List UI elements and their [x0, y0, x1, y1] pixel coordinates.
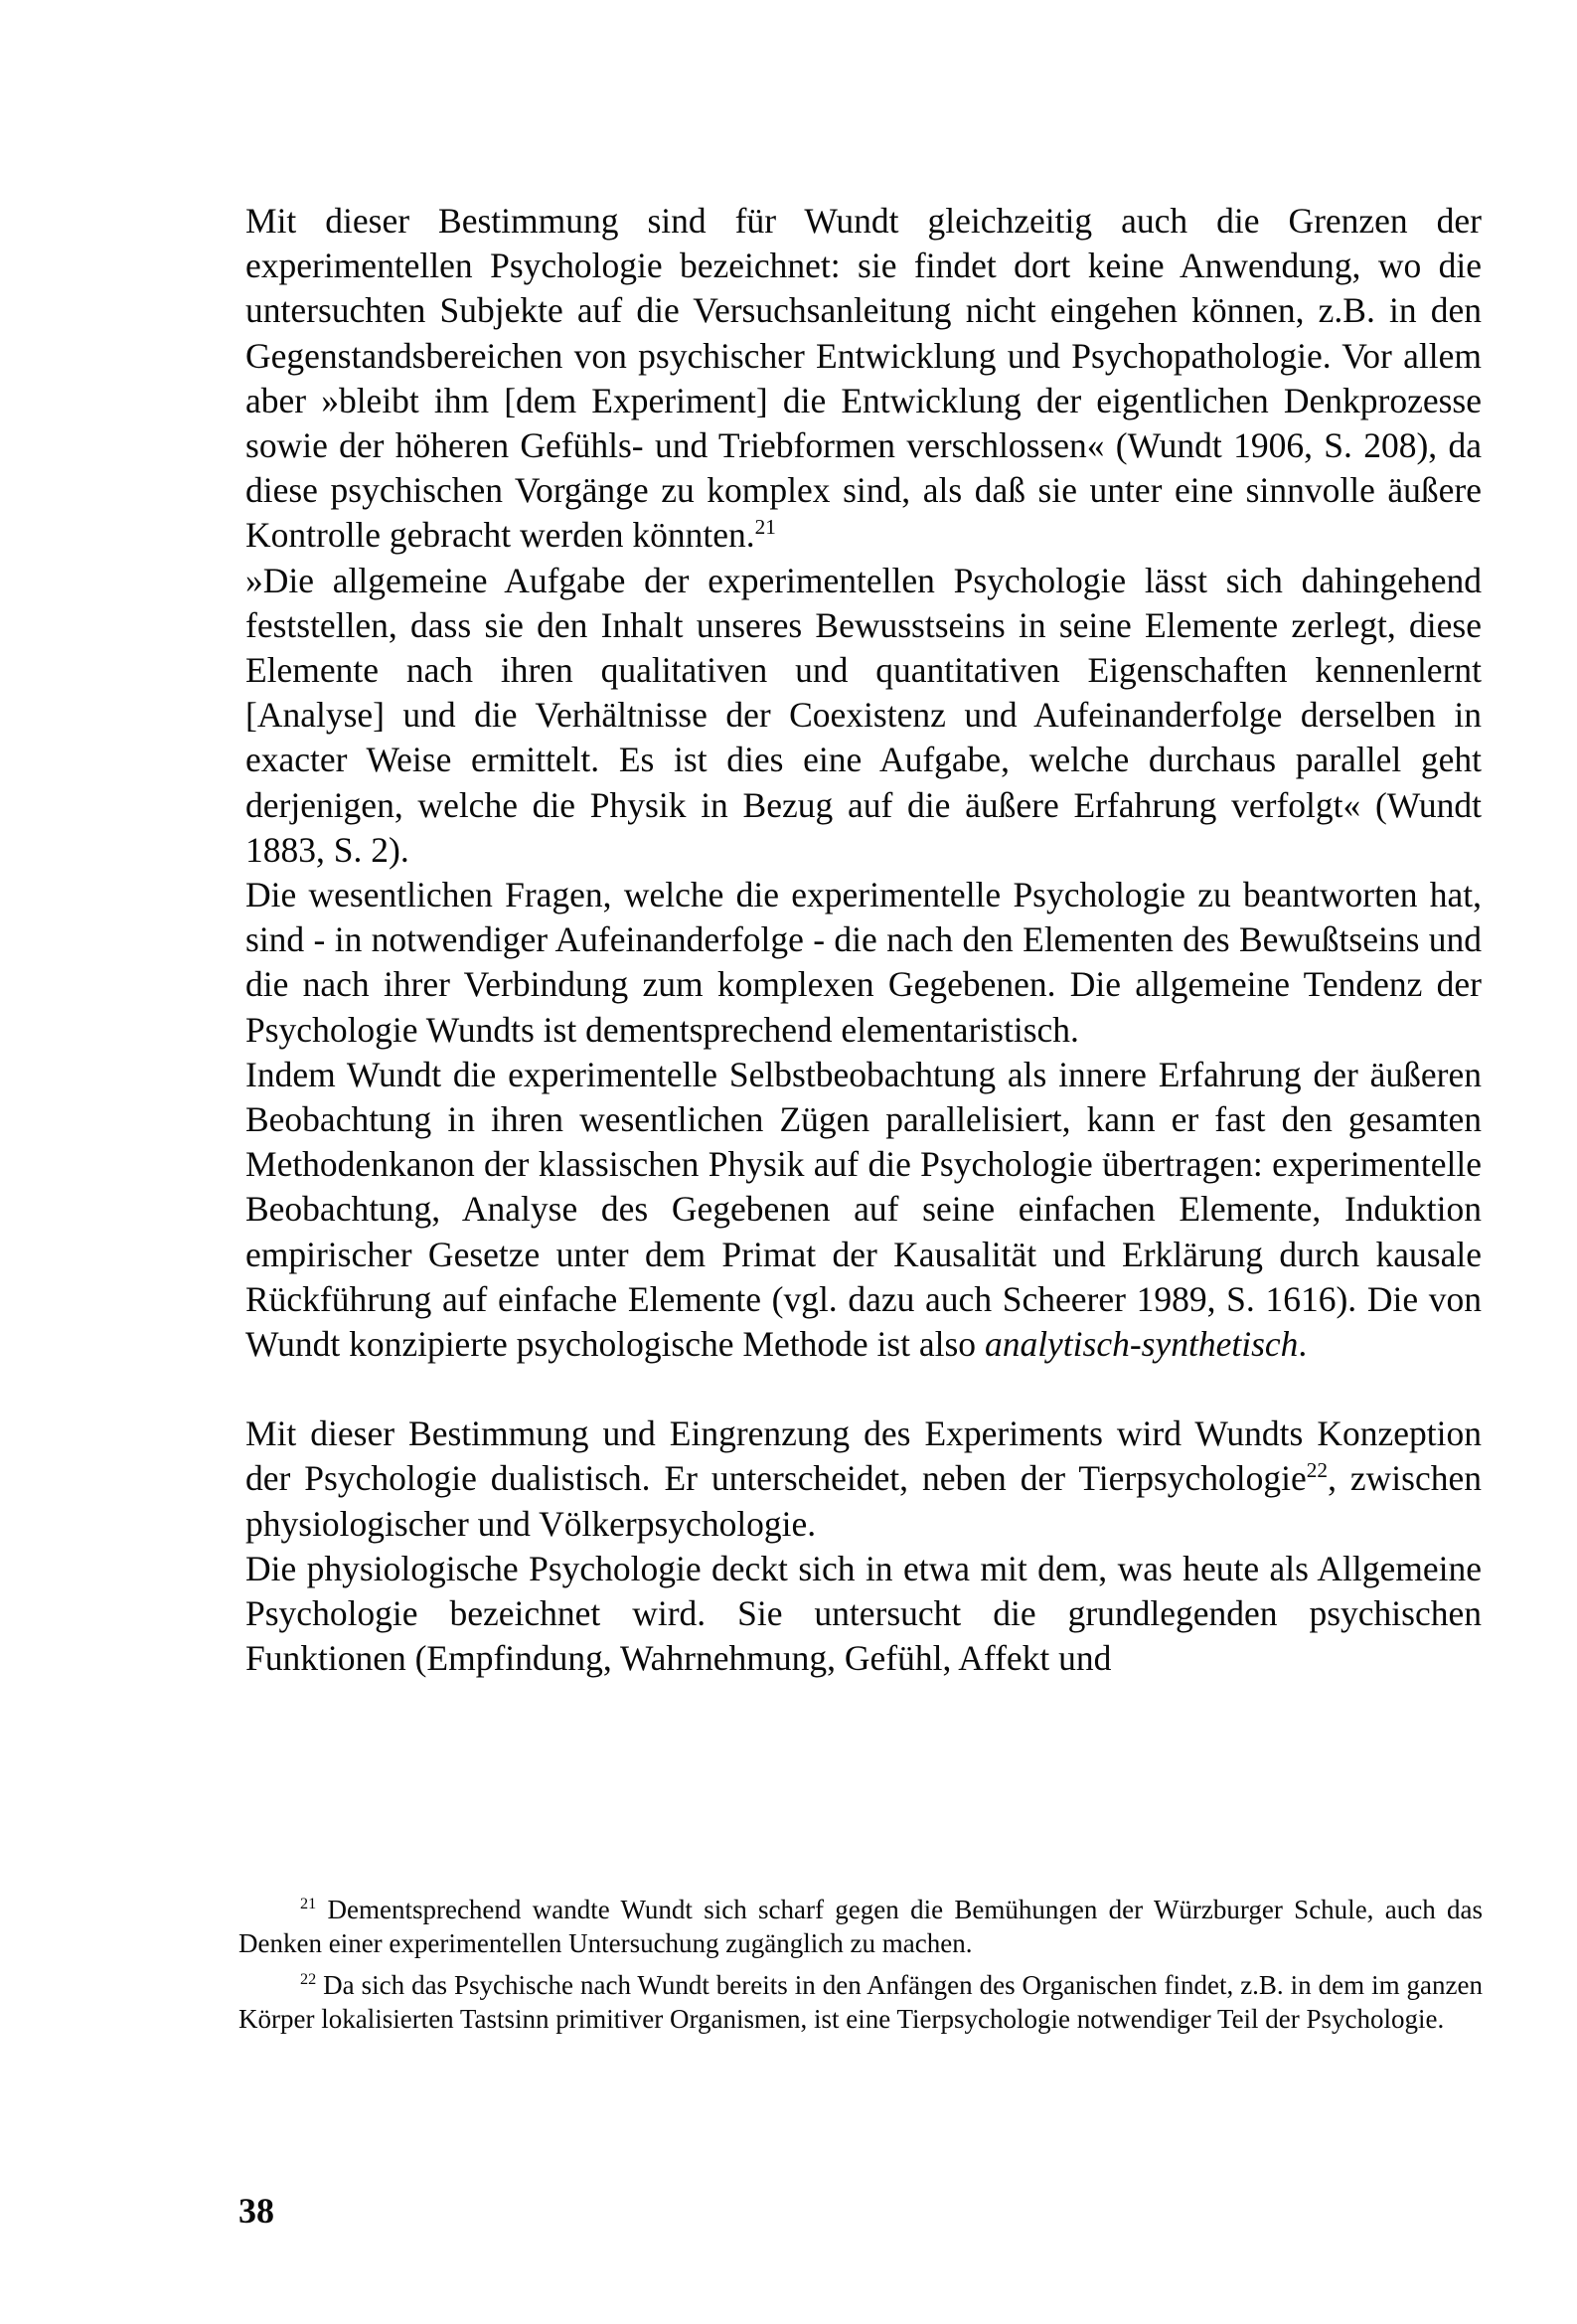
paragraph-5-text-a: Mit dieser Bestimmung und Eingrenzung des Experiments wird Wundts Konzeption der Psychologie dualistisch. Er unterscheidet, neben der Tierpsychologie [245, 1413, 1482, 1499]
paragraph-5 [245, 1411, 1482, 1547]
paragraph-6-text: Die physiologische Psychologie deckt sich in etwa mit dem, was heute als Allgemeine Psychologie bezeichnet wird. Sie untersucht die grundlegenden psychischen Funktionen (Empfindung, Wahrnehmung, Gefühl, Affekt und [245, 1548, 1482, 1679]
main-text [245, 199, 1482, 1682]
paragraph-3 [245, 873, 1482, 1053]
footnotes [238, 1894, 1483, 2045]
footnote-21 [238, 1894, 1483, 1960]
emphasis-analytisch-synthetisch: analytisch-synthetisch [984, 1324, 1299, 1365]
footnote-22 [238, 1969, 1483, 2036]
paragraph-1-text: Mit dieser Bestimmung sind für Wundt gleichzeitig auch die Grenzen der experimentellen Psychologie bezeichnet: sie findet dort keine Anwendung, wo die untersuchten Subjekte auf die Versuchsanleitung nicht eingehen können, z.B. in den Gegenstandsbereichen von psychischer Entwicklung und Psychopathologie. Vor allem aber »bleibt ihm [dem Experiment] die Entwicklung der eigentlichen Denkprozesse sowie der höheren Gefühls- und Triebformen verschlossen« (Wundt 1906, S. 208), da diese psychischen Vorgänge zu komplex sind, als daß sie unter eine sinnvolle äußere Kontrolle gebracht werden könnten. [245, 201, 1482, 556]
footnote-ref-22: 22 [1306, 1458, 1329, 1483]
quote-text: »Die allgemeine Aufgabe der experimentellen Psychologie lässt sich dahingehend feststellen, dass sie den Inhalt unseres Bewusstseins in seine Elemente zerlegt, diese Elemente nach ihren qualitativen und quantitativen Eigenschaften kennenlernt [Analyse] und die Verhältnisse der Coexistenz und Aufeinanderfolge derselben in exacter Weise ermittelt. Es ist dies eine Aufgabe, welche durchaus parallel geht derjenigen, welche die Physik in Bezug auf die äußere Erfahrung verfolgt« (Wundt 1883, S. 2). [245, 560, 1482, 870]
paragraph-4 [245, 1053, 1482, 1367]
paragraph-6 [245, 1547, 1482, 1682]
footnote-ref-21: 21 [754, 515, 776, 540]
footnote-text: Da sich das Psychische nach Wundt bereits in den Anfängen des Organischen findet, z.B. in dem im ganzen Körper lokalisierten Tastsinn primitiver Organismen, ist eine Tierpsychologie notwendiger Teil der Psychologie. [238, 1970, 1483, 2034]
footnote-number: 21 [300, 1895, 317, 1912]
footnote-number: 22 [300, 1970, 317, 1988]
page-number: 38 [238, 2191, 274, 2231]
paragraph-5-text-b: , zwischen physiologischer und Völkerpsychologie. [245, 1458, 1482, 1544]
paragraph-3-text: Die wesentlichen Fragen, welche die experimentelle Psychologie zu beantworten hat, sind - in notwendiger Aufeinanderfolge - die nach den Elementen des Bewußtseins und die nach ihrer Verbindung zum komplexen Gegebenen. Die allgemeine Tendenz der Psychologie Wundts ist dementsprechend elementaristisch. [245, 875, 1482, 1050]
paragraph-4-end: . [1298, 1324, 1308, 1365]
footnote-text: Dementsprechend wandte Wundt sich scharf gegen die Bemühungen der Würzburger Schule, auch das Denken einer experimentellen Untersuchung zugänglich zu machen. [238, 1895, 1483, 1958]
quote-paragraph [245, 559, 1482, 873]
paragraph-1 [245, 199, 1482, 559]
paragraph-4-text: Indem Wundt die experimentelle Selbstbeobachtung als innere Erfahrung der äußeren Beobachtung in ihren wesentlichen Zügen parallelisiert, kann er fast den gesamten Methodenkanon der klassischen Physik auf die Psychologie übertragen: experimentelle Beobachtung, Analyse des Gegebenen auf seine einfachen Elemente, Induktion empirischer Gesetze unter dem Primat der Kausalität und Erklärung durch kausale Rückführung auf einfache Elemente (vgl. dazu auch Scheerer 1989, S. 1616). Die von Wundt konzipierte psychologische Methode ist also [245, 1054, 1482, 1365]
